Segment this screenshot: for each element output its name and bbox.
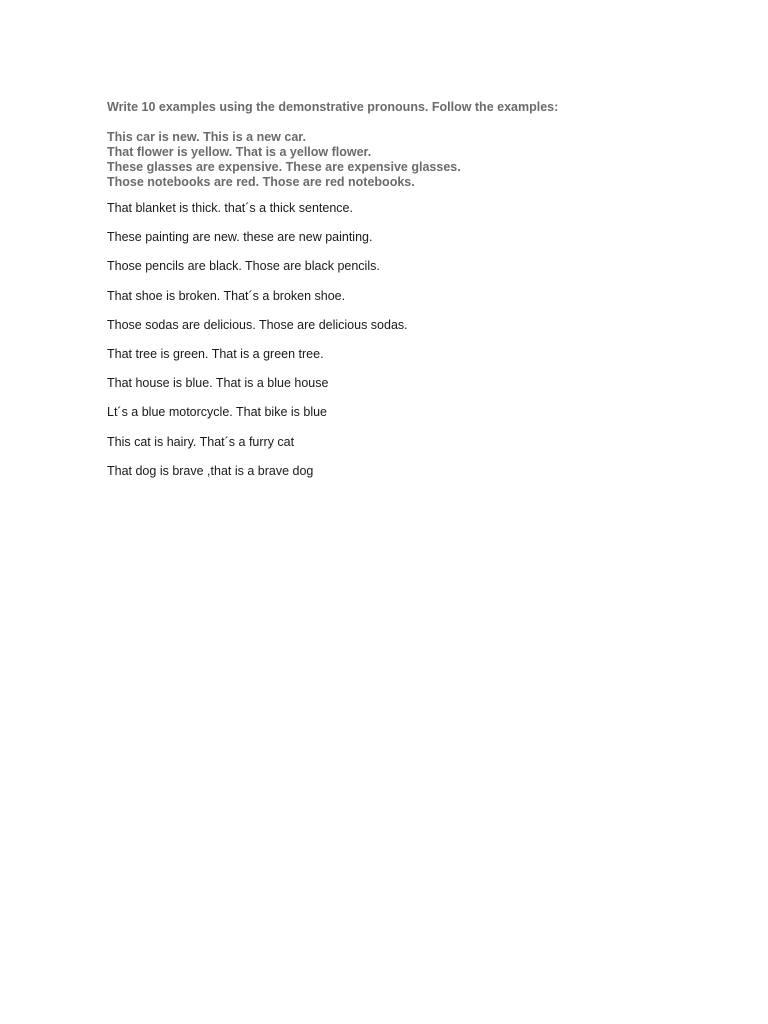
answer-sentences (107, 200, 408, 492)
answer-sentence: That dog is brave ,that is a brave dog (107, 463, 314, 478)
answer-sentence: Those sodas are delicious. Those are delicious sodas. (107, 317, 408, 332)
answer-sentence: That house is blue. That is a blue house (107, 376, 329, 391)
example-sentence: That flower is yellow. That is a yellow flower. (107, 145, 372, 159)
answer-sentence: That shoe is broken. That´s a broken shoe. (107, 288, 346, 303)
answer-sentence: That blanket is thick. that´s a thick sentence. (107, 201, 353, 215)
answer-sentence: This cat is hairy. That´s a furry cat (107, 434, 295, 449)
answer-sentence: Those pencils are black. Those are black pencils. (107, 259, 380, 274)
example-sentence: These glasses are expensive. These are expensive glasses. (107, 160, 461, 174)
instruction-text: Write 10 examples using the demonstrative pronouns. Follow the examples: (107, 100, 559, 114)
answer-sentence: Lt´s a blue motorcycle. That bike is blue (107, 405, 328, 420)
answer-sentence: These painting are new. these are new painting. (107, 230, 373, 245)
example-sentences (107, 130, 461, 190)
example-sentence: This car is new. This is a new car. (107, 130, 306, 144)
answer-sentence: That tree is green. That is a green tree. (107, 346, 324, 361)
example-sentence: Those notebooks are red. Those are red notebooks. (107, 175, 415, 189)
